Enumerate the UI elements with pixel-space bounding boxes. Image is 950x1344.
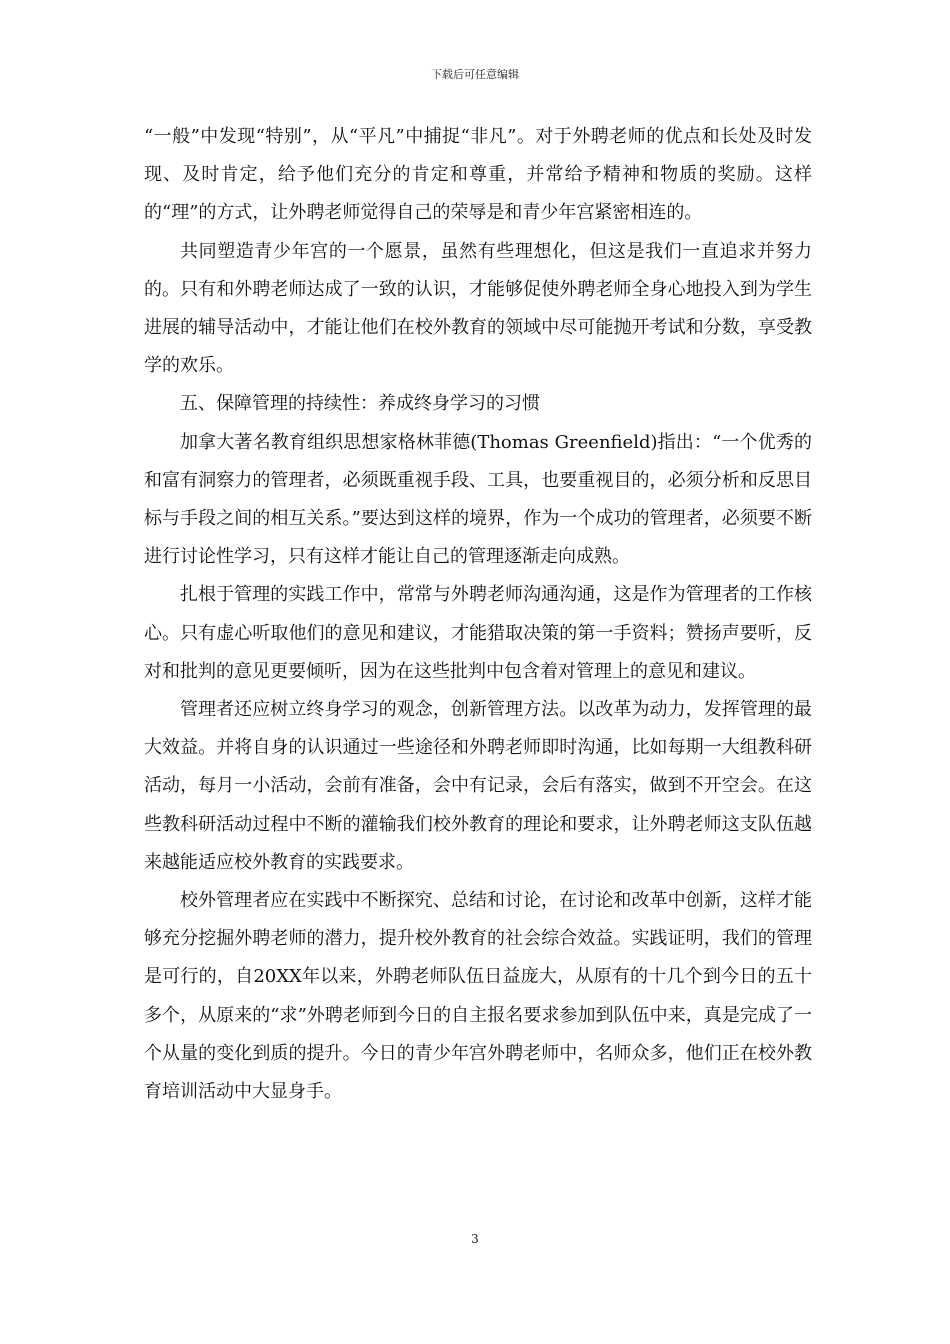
paragraph: 管理者还应树立终身学习的观念，创新管理方法。以改革为动力，发挥管理的最大效益。并将自身的认识通过一些途径和外聘老师即时沟通，比如每期一大组教科研活动，每月一小活动，会前有准备，会中有记录，会后有落实，做到不开空会。在这些教科研活动过程中不断的灌输我们校外教育的理论和要求，让外聘老师这支队伍越来越能适应校外教育的实践要求。 xyxy=(144,699,812,873)
body-text xyxy=(144,118,812,1111)
paragraph: 共同塑造青少年宫的一个愿景，虽然有些理想化，但这是我们一直追求并努力的。只有和外聘老师达成了一致的认识，才能够促使外聘老师全身心地投入到为学生进展的辅导活动中，才能让他们在校外教育的领域中尽可能抛开考试和分数，享受教学的欢乐。 xyxy=(144,240,812,377)
page-number: 3 xyxy=(471,1232,479,1246)
paragraph: 扎根于管理的实践工作中，常常与外聘老师沟通沟通，这是作为管理者的工作核心。只有虚心听取他们的意见和建议，才能猎取决策的第一手资料；赞扬声要听，反对和批判的意见更要倾听，因为在这些批判中包含着对管理上的意见和建议。 xyxy=(144,584,812,682)
paragraph: “一般”中发现“特别”，从“平凡”中捕捉“非凡”。对于外聘老师的优点和长处及时发现、及时肯定，给予他们充分的肯定和尊重，并常给予精神和物质的奖励。这样的“理”的方式，让外聘老师觉得自己的荣辱是和青少年宫紧密相连的。 xyxy=(144,126,812,224)
paragraph: 校外管理者应在实践中不断探究、总结和讨论，在讨论和改革中创新，这样才能够充分挖掘外聘老师的潜力，提升校外教育的社会综合效益。实践证明，我们的管理是可行的，自20XX年以来，外聘老师队伍日益庞大，从原有的十几个到今日的五十多个，从原来的“求”外聘老师到今日的自主报名要求参加到队伍中来，真是完成了一个从量的变化到质的提升。今日的青少年宫外聘老师中，名师众多，他们正在校外教育培训活动中大显身手。 xyxy=(144,890,812,1103)
paragraph: 加拿大著名教育组织思想家格林菲德(Thomas Greenfield)指出：“一个优秀的和富有洞察力的管理者，必须既重视手段、工具，也要重视目的，必须分析和反思目标与手段之间的相互关系。”要达到这样的境界，作为一个成功的管理者，必须要不断进行讨论性学习，只有这样才能让自己的管理逐渐走向成熟。 xyxy=(144,431,812,568)
page-header: 下载后可任意编辑 xyxy=(431,68,519,81)
section-heading: 五、保障管理的持续性：养成终身学习的习惯 xyxy=(180,393,540,415)
